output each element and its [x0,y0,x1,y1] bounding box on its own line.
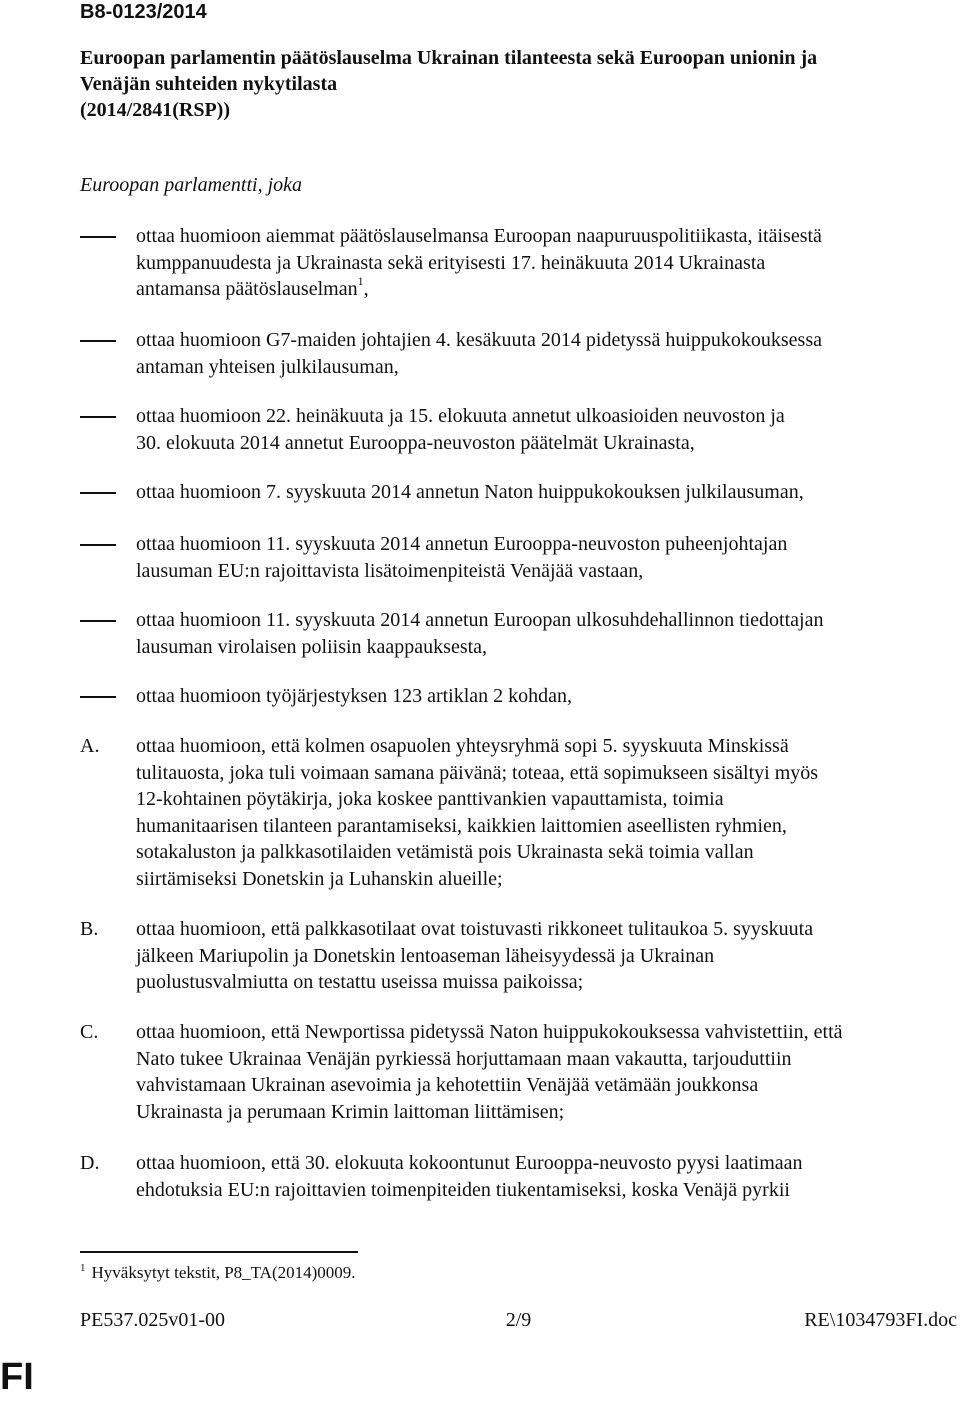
dash-marker [80,696,116,698]
item-line: puolustusvalmiutta on testattu useissa muissa paikoissa; [136,971,584,993]
item-line: ottaa huomioon, että Newportissa pidetyssä Naton huippukokouksessa vahvistettiin, että [136,1021,843,1043]
recital-letter: A. [80,735,100,757]
dash-marker [80,544,116,546]
recital-item-b [80,916,960,996]
dash-marker [80,416,116,418]
item-line: jälkeen Mariupolin ja Donetskin lentoaseman läheisyydessä ja Ukrainan [136,944,715,967]
dash-marker [80,492,116,494]
footnote [80,1262,356,1286]
citation-item [80,223,960,303]
citation-item [80,327,960,380]
dash-marker [80,236,116,238]
dash-marker [80,620,116,622]
citation-item [80,683,960,710]
recital-item-a [80,733,960,892]
footer-document-code: PE537.025v01-00 [80,1309,225,1331]
document-reference-number: B8-0123/2014 [80,1,207,23]
resolution-title [80,45,950,123]
citation-item [80,479,960,506]
language-code: FI [0,1356,34,1398]
item-line: ottaa huomioon 7. syyskuuta 2014 annetun Naton huippukokouksen julkilausuman, [136,481,804,503]
item-line: humanitaarisen tilanteen parantamiseksi, kaikkien laittomien aseellisten ryhmien, [136,814,787,837]
footnote-number: 1 [80,1262,86,1274]
item-line: 12-kohtainen pöytäkirja, joka koskee panttivankien vapauttamista, toimia [136,788,724,810]
footnote-reference[interactable]: 1 [357,274,364,289]
item-line: siirtämiseksi Donetskin ja Luhanskin alueille; [136,867,503,890]
intro-phrase: Euroopan parlamentti, joka [80,174,303,196]
item-line: ottaa huomioon aiemmat päätöslauselmansa Euroopan naapuruuspolitiikasta, itäisestä [136,225,822,247]
item-line: lausuman EU:n rajoittavista lisätoimenpiteistä Venäjää vastaan, [136,559,644,582]
item-line: ottaa huomioon 22. heinäkuuta ja 15. elokuuta annetut ulkoasioiden neuvoston ja [136,405,785,427]
item-line: ottaa huomioon 11. syyskuuta 2014 annetun Euroopan ulkosuhdehallinnon tiedottajan [136,609,824,631]
recital-item-c [80,1019,960,1125]
citation-item [80,403,960,456]
item-line: antamansa päätöslauselman$^1$, [136,274,369,300]
recital-letter: B. [80,918,99,940]
item-line: ottaa huomioon, että palkkasotilaat ovat toistuvasti rikkoneet tulitaukoa 5. syyskuuta [136,918,814,940]
title-line: Euroopan parlamentin päätöslauselma Ukrainan tilanteesta sekä Euroopan unionin ja [80,47,818,69]
item-line: lausuman virolaisen poliisin kaappauksesta, [136,635,488,658]
item-line: ottaa huomioon G7-maiden johtajien 4. kesäkuuta 2014 pidetyssä huippukokouksessa [136,329,822,351]
recital-letter: D. [80,1152,100,1174]
item-line: tulitauosta, joka tuli voimaan samana päivänä; toteaa, että sopimukseen sisältyi myös [136,761,819,784]
title-line: Venäjän suhteiden nykytilasta [80,73,338,95]
recital-item-d [80,1150,960,1203]
footnote-separator [80,1251,358,1253]
dash-marker [80,340,116,342]
citation-item [80,531,960,584]
footnote-text: Hyväksytyt tekstit, P8_TA(2014)0009. [91,1263,356,1282]
item-line: 30. elokuuta 2014 annetut Eurooppa-neuvoston päätelmät Ukrainasta, [136,431,695,454]
item-line: ottaa huomioon 11. syyskuuta 2014 annetun Eurooppa-neuvoston puheenjohtajan [136,533,788,555]
page-footer [80,1306,957,1334]
item-line: kumppanuudesta ja Ukrainasta sekä erityisesti 17. heinäkuuta 2014 Ukrainasta [136,251,766,274]
item-line: Nato tukee Ukrainaa Venäjän pyrkiessä horjuttamaan maan vakautta, tarjouduttiin [136,1047,792,1070]
item-line: sotakaluston ja palkkasotilaiden vetämistä pois Ukrainasta sekä toimia vallan [136,841,754,863]
page-number: 2/9 [505,1309,532,1331]
citation-item [80,607,960,660]
item-line: ehdotuksia EU:n rajoittavien toimenpiteiden tiukentamiseksi, koska Venäjä pyrkii [136,1178,790,1201]
item-line: Ukrainasta ja perumaan Krimin laittoman liittämisen; [136,1100,565,1123]
title-line: (2014/2841(RSP)) [80,99,230,121]
item-line: ottaa huomioon, että kolmen osapuolen yhteysryhmä sopi 5. syyskuuta Minskissä [136,735,789,757]
item-line: vahvistamaan Ukrainan asevoimia ja kehotettiin Venäjää vetämään joukkonsa [136,1074,759,1096]
item-line: ottaa huomioon, että 30. elokuuta kokoontunut Eurooppa-neuvosto pyysi laatimaan [136,1152,803,1174]
footer-file-name: RE\1034793FI.doc [804,1309,957,1331]
item-line: ottaa huomioon työjärjestyksen 123 artiklan 2 kohdan, [136,685,573,707]
item-line: antaman yhteisen julkilausuman, [136,355,399,378]
recital-letter: C. [80,1021,99,1043]
